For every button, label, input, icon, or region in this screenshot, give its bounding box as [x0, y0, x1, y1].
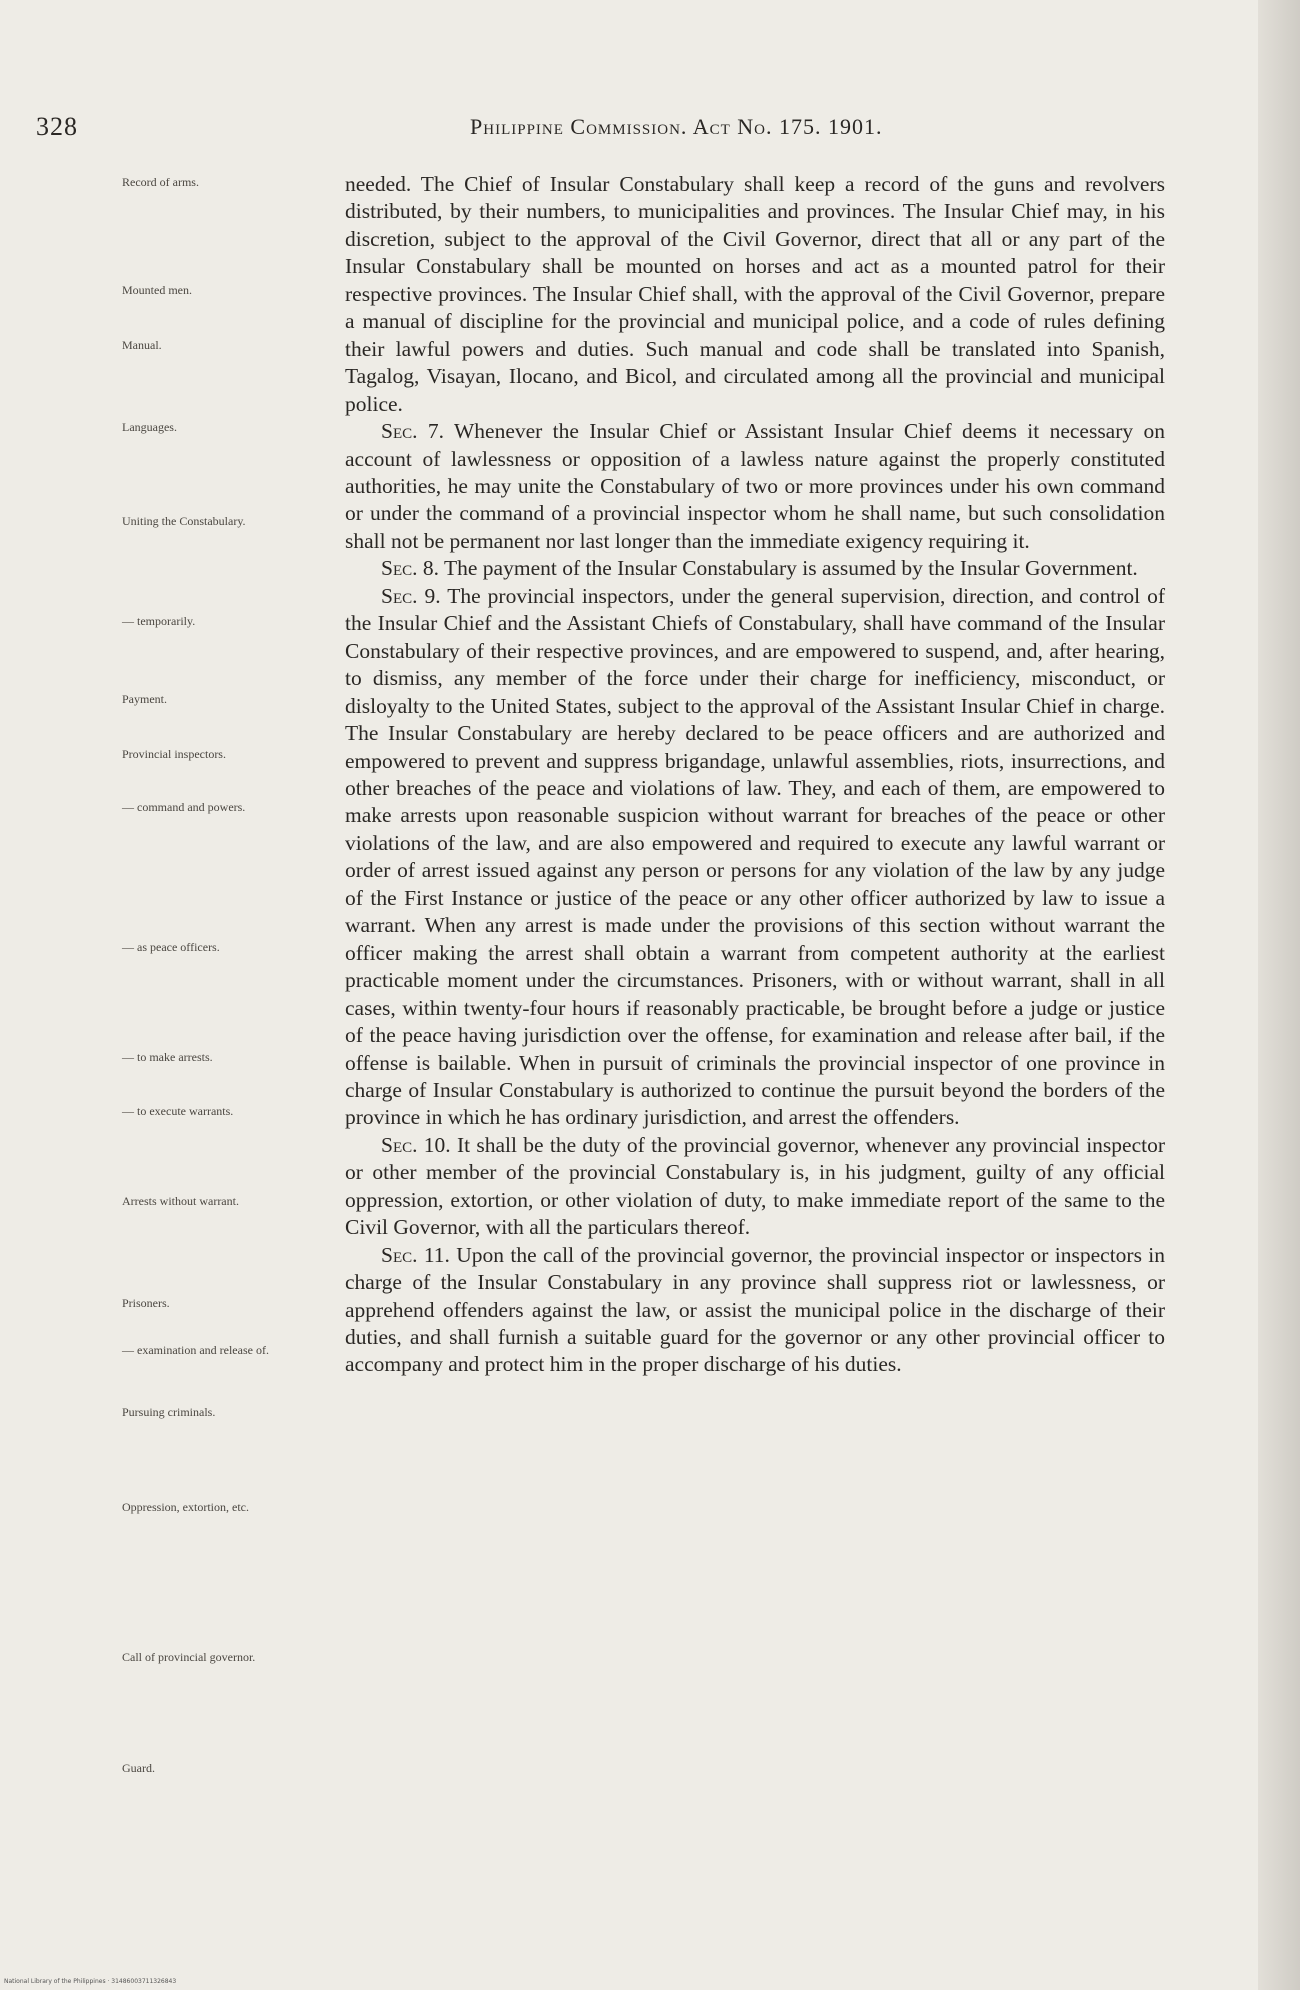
paragraph-text: needed. The Chief of Insular Constabulary shall keep a record of the guns and revolvers distributed, by their numbers, to municipalities and provinces. The Insular Chief may, in his discretion, subject to the approval of the Civil Governor, direct that all or any part of the Insular Constabulary shall be mounted on horses and act as a mounted patrol for their respective provinces. The Insular Chief shall, with the approval of the Civil Governor, prepare a manual of discipline for the provincial and municipal police, and a code of rules defining their lawful powers and duties. Such manual and code shall be translated into Spanish, Tagalog, Visayan, Ilocano, and Bicol, and circulated among all the provincial and municipal police. [345, 172, 1165, 416]
margin-note-languages: Languages. [122, 420, 177, 434]
margin-note-record-of-arms: Record of arms. [122, 175, 199, 189]
margin-note-execute-warrants: — to execute warrants. [122, 1104, 234, 1118]
margin-note-guard: Guard. [122, 1761, 155, 1775]
paragraph-text: Whenever the Insular Chief or Assistant Insular Chief deems it necessary on account of lawlessness or opposition of a lawless nature against the properly constituted authorities, he may unite the Constabulary of two or more provinces under his own command or under the command of a provincial inspector whom he shall name, but such consolidation shall not be permanent nor last longer than the immediate exigency requiring it. [345, 419, 1165, 553]
page-edge-shadow [1258, 0, 1300, 1990]
margin-note-pursuing-criminals: Pursuing criminals. [122, 1405, 216, 1419]
margin-note-command-and-powers: — command and powers. [122, 800, 246, 814]
paragraph-text: It shall be the duty of the provincial governor, whenever any provincial inspector or other member of the provincial Constabulary is, in his judgment, guilty of any official oppression, extortion, or other violation of duty, to make immediate report of the same to the Civil Governor, with all the particulars thereof. [345, 1132, 1166, 1240]
margin-note-provincial-inspectors: Provincial inspectors. [122, 747, 226, 761]
paragraph-text: The payment of the Insular Constabulary is assumed by the Insular Government. [444, 556, 1138, 581]
margin-note-oppression-extortion: Oppression, extortion, etc. [122, 1500, 249, 1514]
paragraph-sec-10 [345, 1132, 1165, 1242]
paragraph-sec-11 [345, 1242, 1165, 1379]
margin-note-temporarily: — temporarily. [122, 614, 196, 628]
margin-note-prisoners: Prisoners. [122, 1296, 170, 1310]
paragraph-sec-8 [345, 555, 1165, 582]
margin-note-payment: Payment. [122, 692, 167, 706]
paragraph-sec-9 [345, 583, 1165, 1132]
running-head: Philippine Commission. Act No. 175. 1901. [470, 114, 883, 139]
section-label: Sec. 11. [381, 1242, 450, 1267]
margin-note-mounted-men: Mounted men. [122, 283, 192, 297]
margin-note-make-arrests: — to make arrests. [122, 1050, 213, 1064]
margin-note-call-of-governor: Call of provincial governor. [122, 1650, 256, 1664]
paragraph-continuation [345, 171, 1165, 418]
margin-note-uniting-constabulary: Uniting the Constabulary. [122, 514, 246, 528]
margin-note-arrests-without-warrant: Arrests without warrant. [122, 1194, 239, 1208]
paragraph-text: Upon the call of the provincial governor, the provincial inspector or inspectors in charge of the Insular Constabulary in any province shall suppress riot or lawlessness, or apprehend offenders against the law, or assist the municipal police in the discharge of their duties, and shall furnish a suitable guard for the governor or any other provincial officer to accompany and protect him in the proper discharge of his duties. [345, 1242, 1166, 1377]
section-label: Sec. 7. [381, 419, 444, 444]
section-label: Sec. 10. [381, 1132, 451, 1157]
margin-note-examination-release: — examination and release of. [122, 1343, 269, 1357]
page-header [36, 112, 1056, 142]
page-number: 328 [36, 112, 78, 141]
body-text [345, 171, 1165, 1379]
section-label: Sec. 9. [381, 583, 441, 608]
margin-note-manual: Manual. [122, 338, 162, 352]
section-label: Sec. 8. [381, 556, 439, 581]
footer-note: National Library of the Philippines · 31486003711326843 [4, 1978, 177, 1985]
paragraph-text: The provincial inspectors, under the general supervision, direction, and control of the Insular Chief and the Assistant Chiefs of Constabulary, shall have command of the Insular Constabulary of their respective provinces, and are empowered to suspend, and, after hearing, to dismiss, any member of the force under their charge for inefficiency, misconduct, or disloyalty to the United States, subject to the approval of the Assistant Insular Chief in charge. The Insular Constabulary are hereby declared to be peace officers and are authorized and empowered to prevent and suppress brigandage, unlawful assemblies, riots, insurrections, and other breaches of the peace and violations of law. They, and each of them, are empowered to make arrests upon reasonable suspicion without warrant for breaches of the peace or other violations of the law, and are also empowered and required to execute any lawful warrant or order of arrest issued against any person or persons for any violation of the law by any judge of the First Instance or justice of the peace or any other officer authorized by law to issue a warrant. When any arrest is made under the provisions of this section without warrant the officer making the arrest shall obtain a warrant from competent authority at the earliest practicable moment under the circumstances. Prisoners, with or without warrant, shall in all cases, within twenty-four hours if reasonably practicable, be brought before a judge or justice of the peace having jurisdiction over the offense, for examination and release after bail, if the offense is bailable. When in pursuit of criminals the provincial inspector of one province in charge of Insular Constabulary is authorized to continue the pursuit beyond the borders of the province in which he has ordinary jurisdiction, and arrest the offenders. [345, 583, 1165, 1130]
margin-note-peace-officers: — as peace officers. [122, 940, 220, 954]
paragraph-sec-7 [345, 418, 1165, 555]
